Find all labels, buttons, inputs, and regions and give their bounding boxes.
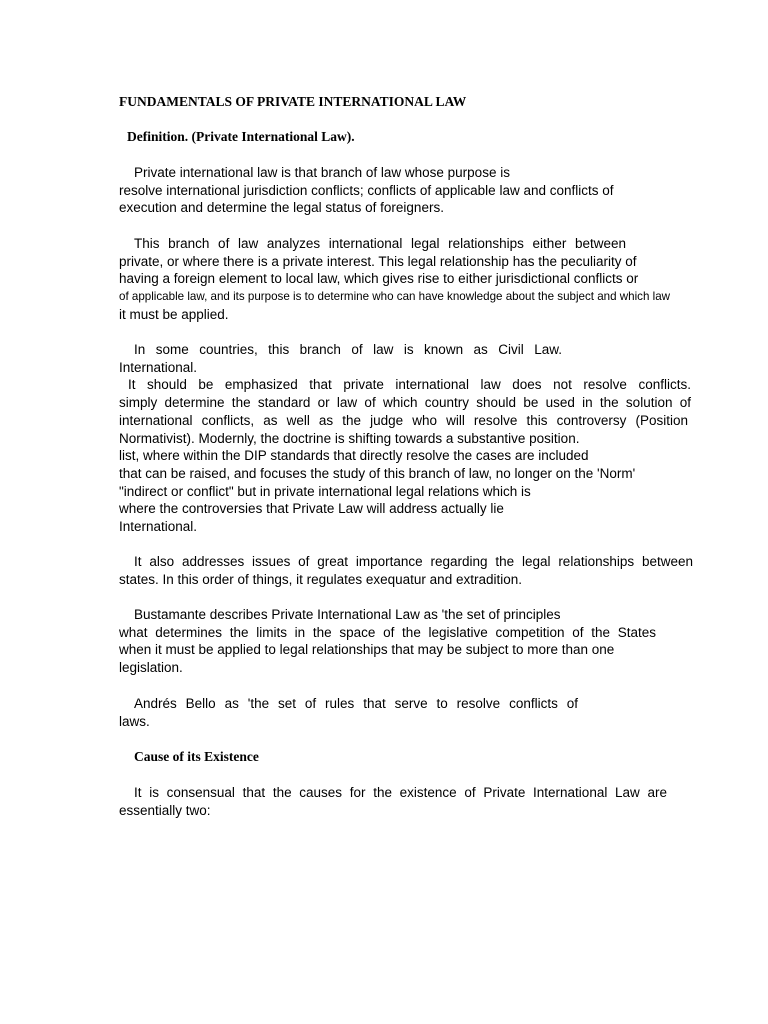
text-line: international conflicts, as well as the judge who will resolve this controversy (Position [119, 412, 688, 428]
text-line: Andrés Bello as 'the set of rules that serve to resolve conflicts of [134, 696, 578, 711]
text-line: It also addresses issues of great importance regarding the legal relationships between [134, 554, 693, 569]
text-line: when it must be applied to legal relationships that may be subject to more than one [119, 642, 615, 658]
text-line: resolve international jurisdiction conflicts; conflicts of applicable law and conflicts of [119, 182, 614, 198]
paragraph-3 [119, 341, 691, 536]
text-line: of applicable law, and its purpose is to determine who can have knowledge about the subject and which law [119, 290, 671, 304]
text-line: what determines the limits in the space of the legislative competition of the States [119, 624, 656, 640]
text-line: having a foreign element to local law, which gives rise to either jurisdictional conflicts or [119, 271, 639, 287]
paragraph-1 [119, 164, 649, 217]
text-line: "indirect or conflict" but in private international legal relations which is [119, 483, 531, 499]
text-line: private, or where there is a private interest. This legal relationship has the peculiarity of [119, 253, 637, 269]
text-line: execution and determine the legal status of foreigners. [119, 200, 444, 216]
text-line: list, where within the DIP standards that directly resolve the cases are included [119, 448, 589, 464]
text-line: that can be raised, and focuses the study of this branch of law, no longer on the 'Norm' [119, 465, 636, 481]
text-line: This branch of law analyzes international legal relationships either between [134, 236, 626, 251]
text-line: Private international law is that branch of law whose purpose is [134, 165, 510, 180]
text-line: Bustamante describes Private International Law as 'the set of principles [134, 607, 561, 622]
text-line: essentially two: [119, 802, 211, 818]
document-title: FUNDAMENTALS OF PRIVATE INTERNATIONAL LAW [119, 94, 467, 109]
paragraph-4 [119, 553, 693, 588]
paragraph-6 [119, 695, 579, 730]
paragraph-2 [119, 235, 671, 324]
definition-heading: Definition. (Private International Law). [127, 129, 355, 144]
paragraph-5 [119, 606, 659, 677]
text-line: It should be emphasized that private international law does not resolve conflicts. [128, 377, 691, 393]
text-line: It is consensual that the causes for the existence of Private International Law are [134, 785, 667, 800]
paragraph-7 [119, 784, 669, 819]
text-line: where the controversies that Private Law will address actually lie [119, 501, 504, 517]
text-line: laws. [119, 713, 150, 729]
text-line: In some countries, this branch of law is known as Civil Law. [134, 342, 562, 357]
text-line: legislation. [119, 660, 183, 676]
text-line: International. [119, 359, 198, 375]
text-line: International. [119, 519, 198, 535]
text-line: simply determine the standard or law of which country should be used in the solution of [119, 395, 691, 411]
text-line: states. In this order of things, it regulates exequatur and extradition. [119, 571, 522, 587]
cause-heading: Cause of its Existence [134, 749, 259, 764]
text-line: it must be applied. [119, 306, 229, 322]
text-line: Normativist). Modernly, the doctrine is shifting towards a substantive position. [119, 430, 580, 446]
